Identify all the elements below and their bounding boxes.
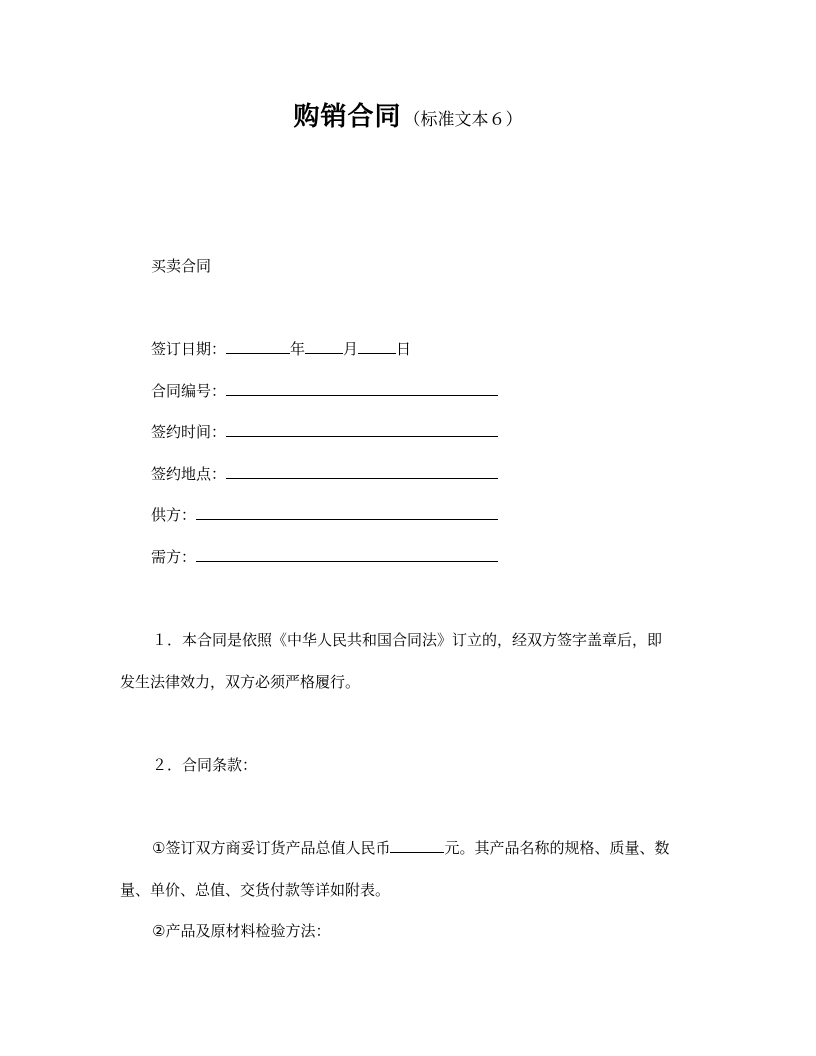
day-label: 日 — [396, 340, 412, 358]
document-title: 购销合同 — [293, 102, 402, 132]
sign-date-row — [151, 339, 411, 359]
clause-1-line-1: １．本合同是依照《中华人民共和国合同法》订立的，经双方签字盖章后，即 — [152, 631, 663, 649]
clause-1-line-2: 发生法律效力，双方必须严格履行。 — [120, 673, 361, 691]
sign-place-row — [151, 464, 498, 484]
sign-time-row — [151, 422, 498, 442]
contract-no-row — [151, 381, 498, 401]
sign-time-label: 签约时间： — [151, 423, 227, 441]
contract-no-label: 合同编号： — [151, 382, 227, 400]
item-1-line-1 — [120, 838, 732, 858]
clause-2-title: ２．合同条款： — [152, 756, 258, 774]
item-1-text-after: 元。其产品名称的规格、质量、数 — [444, 839, 670, 857]
supplier-blank[interactable] — [196, 505, 498, 520]
buyer-row — [151, 547, 498, 567]
document-type: 买卖合同 — [151, 257, 212, 275]
sign-place-blank[interactable] — [226, 464, 498, 479]
year-blank[interactable] — [226, 339, 290, 354]
document-subtitle: （标准文本６） — [403, 110, 523, 130]
item-2: ②产品及原材料检验方法： — [152, 922, 331, 940]
month-label: 月 — [343, 340, 359, 358]
buyer-blank[interactable] — [196, 547, 498, 562]
supplier-label: 供方： — [151, 506, 197, 524]
sign-date-label: 签订日期： — [151, 340, 227, 358]
item-1-text-before: ①签订双方商妥订货产品总值人民币 — [152, 839, 391, 857]
total-value-blank[interactable] — [390, 838, 444, 853]
document-title-row — [0, 96, 816, 133]
day-blank[interactable] — [358, 339, 396, 354]
sign-time-blank[interactable] — [226, 422, 498, 437]
sign-place-label: 签约地点： — [151, 465, 227, 483]
item-1-line-2: 量、单价、总值、交货付款等详如附表。 — [120, 881, 391, 899]
month-blank[interactable] — [305, 339, 343, 354]
contract-no-blank[interactable] — [226, 381, 498, 396]
year-label: 年 — [290, 340, 306, 358]
buyer-label: 需方： — [151, 548, 197, 566]
supplier-row — [151, 505, 498, 525]
